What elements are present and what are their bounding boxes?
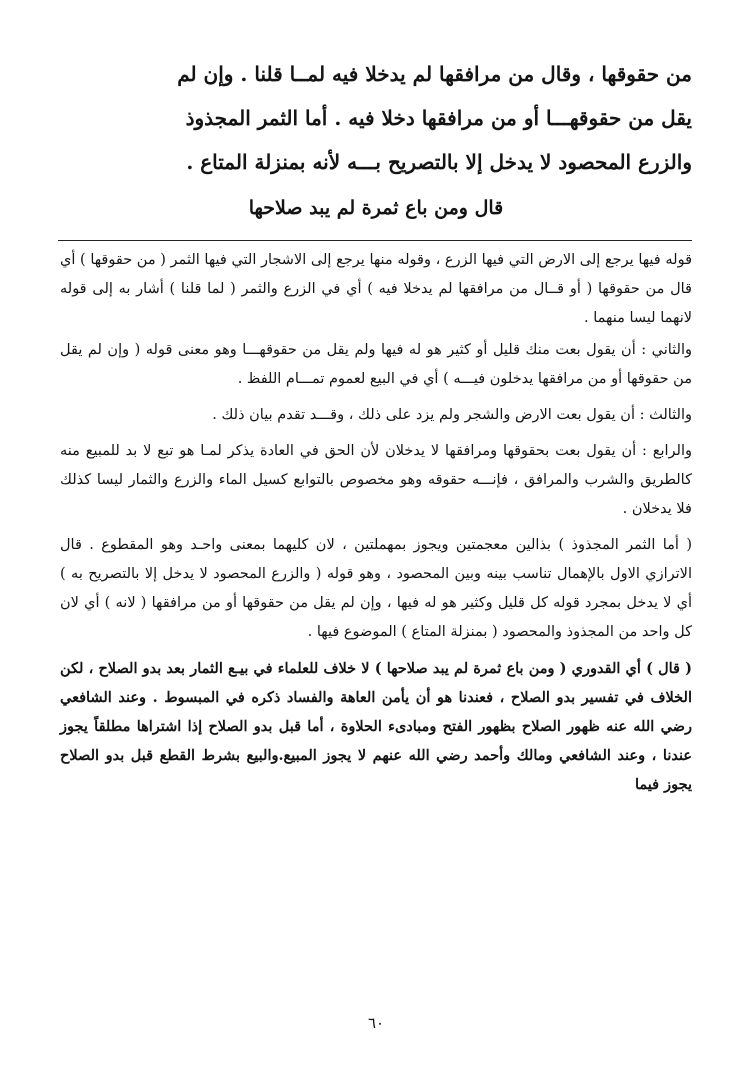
matn-line-1: من حقوقها ، وقال من مرافقها لم يدخلا فيه لمــا قلنا . وإن لم [177, 62, 692, 86]
section-heading: قال ومن باع ثمرة لم يبد صلاحها [248, 197, 504, 219]
commentary-paragraph-6: ( قال ) أي القدوري ( ومن باع ثمرة لم يبد صلاحها ) لا خلاف للعلماء في بيـع الثمار بعد بدو الصلاح ، لكن الخلاف في تفسير بدو الصلاح ، فعندنا هو أن يأمن العاهة والفساد ذكره في المبسوط . وعند الشافعي رضي الله عنه ظهور الصلاح بظهور الفتح ومبادىء الحلاوة ، أما قبل بدو الصلاح إذا اشتراها مطلقاً يجوز عندنا ، وعند الشافعي ومالك وأحمد رضي الله عنهم لا يجوز المبيع.والبيع بشرط القطع قبل بدو الصلاح يجوز فيما [60, 660, 692, 793]
matn-line-3: والزرع المحصود لا يدخل إلا بالتصريح بـــه لأنه بمنزلة المتاع . [186, 150, 692, 174]
commentary-paragraph-1: قوله فيها يرجع إلى الارض التي فيها الزرع ، وقوله منها يرجع إلى الاشجار التي فيها الثمر ( من حقوقها ) أي قال من حقوقها ( أو قــال من مرافقها لم يدخلا فيه ) أي في الزرع والثمر ( لما قلنا ) أشار به إلى قوله لانهما ليسا منهما . [60, 252, 692, 326]
commentary-paragraph-3: والثالث : أن يقول بعت الارض والشجر ولم يزد على ذلك ، وقـــد تقدم بيان ذلك . [212, 407, 692, 423]
divider-rule [58, 240, 692, 241]
matn-line-2: يقل من حقوقهـــا أو من مرافقها دخلا فيه . أما الثمر المجذوذ [185, 106, 692, 130]
commentary-sharh [60, 246, 692, 806]
page-number: ٦٠ [367, 1014, 385, 1032]
commentary-paragraph-2: والثاني : أن يقول بعت منك قليل أو كثير هو له فيها ولم يقل من حقوقهـــا وهو معنى قوله ( وإن لم يقل من حقوقها أو من مرافقها يدخلون فيـــه ) أي في البيع لعموم تمـــام اللفظ . [60, 342, 692, 387]
commentary-paragraph-5: ( أما الثمر المجذوذ ) بذالين معجمتين ويجوز بمهملتين ، لان كليهما بمعنى واحـد وهو المقطوع . قال الاترازي الاول بالإهمال تناسب بينه وبين المحصود ، وهو قوله ( والزرع المحصود لا يدخل إلا بالتصريح به ) أي لا يدخل بمجرد قوله كل قليل وكثير هو له فيها ، وإن لم يقل من حقوقها أو من مرافقها ( لانه ) أي لان كل واحد من المجذوذ والمحصود ( بمنزلة المتاع ) الموضوع فيها . [60, 537, 692, 640]
commentary-paragraph-4: والرابع : أن يقول بعت بحقوقها ومرافقها لا يدخلان لأن الحق في العادة يذكر لمـا هو تبع لا بد للمبيع منه كالطريق والشرب والمرافق ، فإنـــه حقوقه وهو مخصوص بالتوابع كسيل الماء والزرع والثمار ليسا كذلك فلا يدخلان . [60, 443, 692, 517]
main-text-matn [60, 52, 692, 184]
